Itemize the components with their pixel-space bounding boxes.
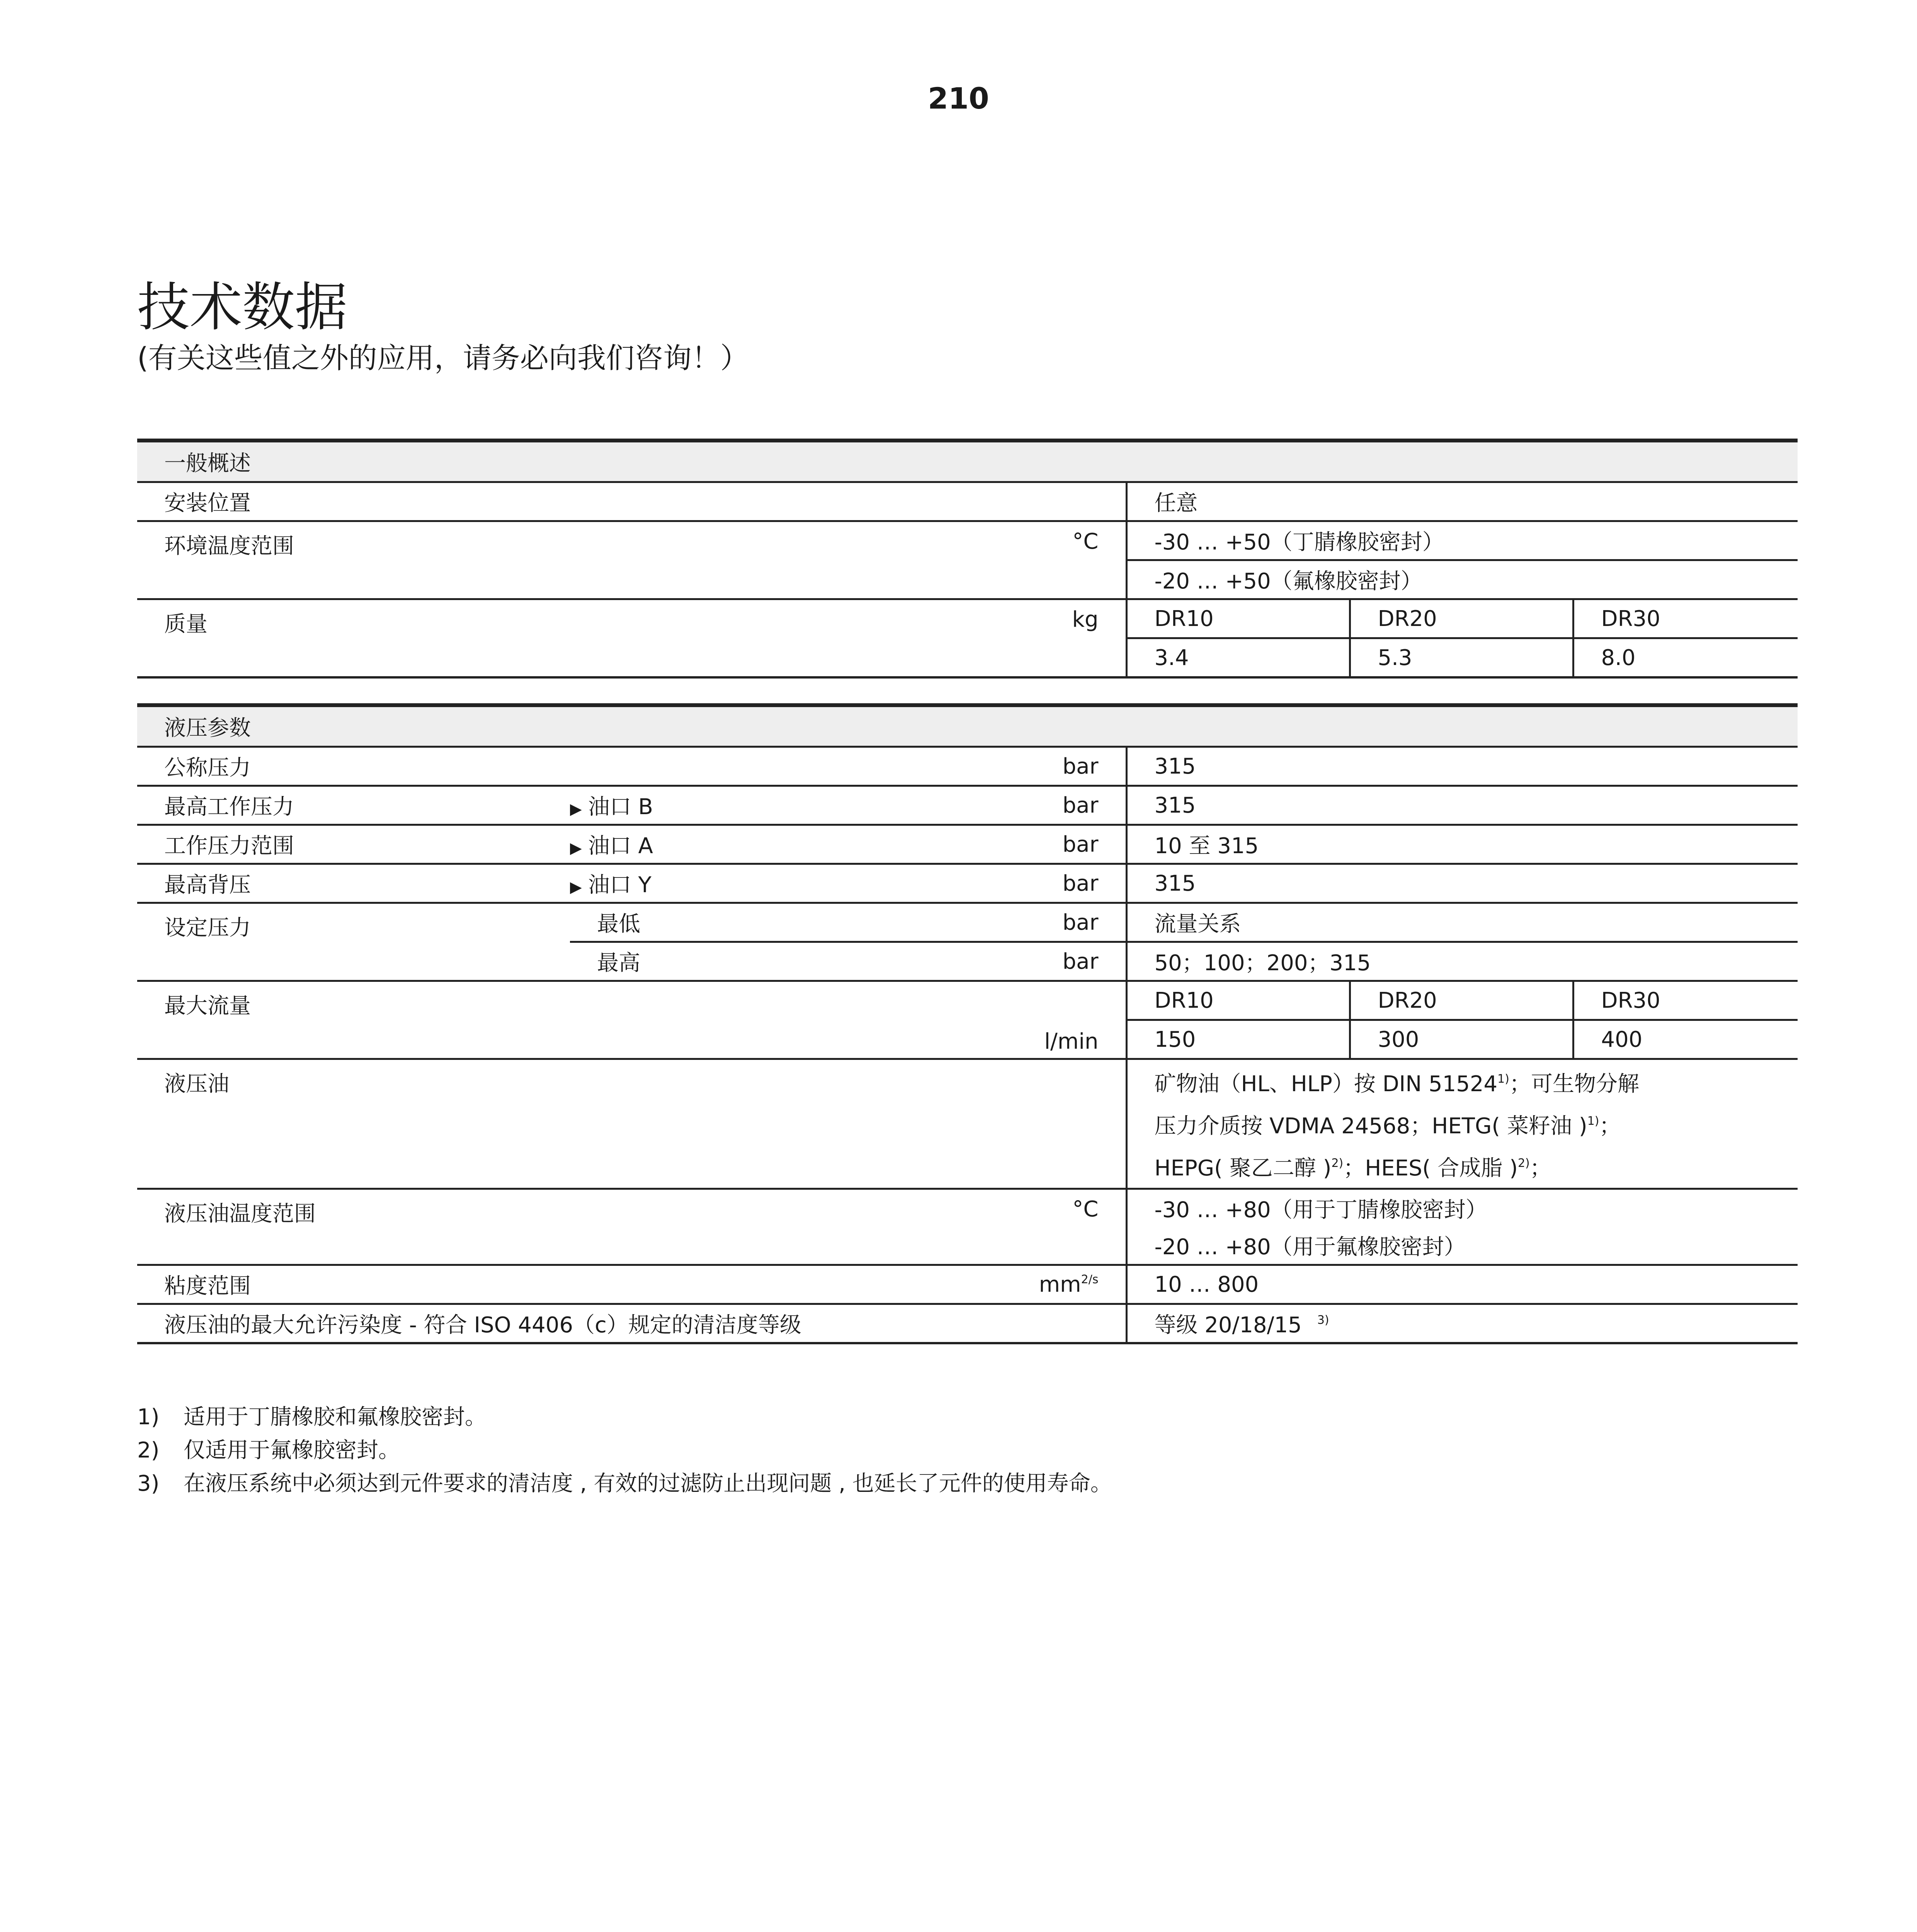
back-unit-cell xyxy=(570,864,1126,903)
flow-value-dr30: 400 xyxy=(1573,1020,1798,1059)
temp-value-fkm: -20 … +50（氟橡胶密封） xyxy=(1126,560,1798,599)
port-b xyxy=(570,790,653,821)
nominal-label: 公称压力 xyxy=(137,747,570,786)
table-row xyxy=(137,599,1798,638)
footnote-ref: 1) xyxy=(1497,1072,1509,1086)
flow-model-dr20: DR20 xyxy=(1350,981,1573,1020)
visc-unit-sup: 2/s xyxy=(1081,1272,1099,1286)
footnotes xyxy=(137,1401,1112,1500)
footnote-ref: 3) xyxy=(1317,1313,1329,1327)
range-unit: bar xyxy=(1062,832,1099,857)
flow-value-dr20: 300 xyxy=(1350,1020,1573,1059)
general-header: 一般概述 xyxy=(137,440,1798,482)
clean-value-cell xyxy=(1126,1304,1798,1344)
set-max-cell xyxy=(570,942,1126,981)
fluid-line-1-text: 矿物油（HL、HLP）按 DIN 51524 xyxy=(1154,1071,1498,1097)
footnote xyxy=(137,1434,1112,1467)
page-title: 技术数据 xyxy=(137,277,347,338)
clean-value: 等级 20/18/15 xyxy=(1154,1313,1302,1338)
flow-value-dr10: 150 xyxy=(1126,1020,1350,1059)
fluid-line-1-tail: ；可生物分解 xyxy=(1509,1071,1639,1097)
fluid-value xyxy=(1126,1059,1798,1189)
nominal-value: 315 xyxy=(1126,747,1798,786)
fluid-line-3-mid: ；HEES( 合成脂 ) xyxy=(1343,1156,1518,1181)
fluid-line-2-tail: ； xyxy=(1599,1114,1621,1139)
footnote-mark: 3) xyxy=(137,1471,160,1496)
general-spec-table xyxy=(137,439,1798,679)
fluidtemp-label: 液压油温度范围 xyxy=(137,1189,570,1265)
fluid-line-1 xyxy=(1155,1061,1798,1103)
set-min-label: 最低 xyxy=(597,912,640,937)
range-unit-cell xyxy=(570,825,1126,864)
port-a xyxy=(570,829,653,860)
fluid-line-2 xyxy=(1155,1103,1798,1145)
port-b-label: 油口 B xyxy=(588,794,653,820)
fluid-line-3-text: HEPG( 聚乙二醇 ) xyxy=(1154,1156,1332,1181)
back-value: 315 xyxy=(1126,864,1798,903)
footnote xyxy=(137,1467,1112,1500)
table-row xyxy=(137,1059,1798,1189)
table-row xyxy=(137,981,1798,1020)
table-row xyxy=(137,786,1798,825)
install-value: 任意 xyxy=(1126,482,1798,521)
footnote-text: 仅适用于氟橡胶密封。 xyxy=(184,1438,400,1463)
back-unit: bar xyxy=(1062,871,1099,896)
table-row xyxy=(137,825,1798,864)
table-row xyxy=(137,864,1798,903)
port-y xyxy=(570,868,651,899)
page-number: 210 xyxy=(928,81,989,116)
footnote-text: 适用于丁腈橡胶和氟橡胶密封。 xyxy=(184,1405,486,1430)
table-header-row xyxy=(137,440,1798,482)
table-row xyxy=(137,482,1798,521)
set-label: 设定压力 xyxy=(137,903,570,981)
visc-label: 粘度范围 xyxy=(137,1265,570,1304)
flow-label: 最大流量 xyxy=(137,981,570,1059)
table-row xyxy=(137,903,1798,942)
port-y-label: 油口 Y xyxy=(588,872,651,898)
footnote-mark: 1) xyxy=(137,1405,160,1430)
flow-model-dr30: DR30 xyxy=(1573,981,1798,1020)
table-header-row xyxy=(137,705,1798,747)
port-a-label: 油口 A xyxy=(588,833,653,859)
set-max-unit: bar xyxy=(1062,949,1099,974)
fluid-line-3 xyxy=(1155,1145,1798,1187)
table-row xyxy=(137,1189,1798,1227)
mass-model-dr30: DR30 xyxy=(1573,599,1798,638)
triangle-right-icon: ▶ xyxy=(570,839,582,857)
table-row xyxy=(137,1265,1798,1304)
maxwork-value: 315 xyxy=(1126,786,1798,825)
footnote-ref: 1) xyxy=(1587,1114,1599,1128)
install-label: 安装位置 xyxy=(137,482,1126,521)
triangle-right-icon: ▶ xyxy=(570,878,582,896)
fluidtemp-unit: °C xyxy=(570,1189,1126,1265)
set-min-cell xyxy=(570,903,1126,942)
set-max-label: 最高 xyxy=(597,951,640,976)
hydraulic-header: 液压参数 xyxy=(137,705,1798,747)
table-row xyxy=(137,1304,1798,1344)
nominal-unit: bar xyxy=(570,747,1126,786)
mass-value-dr20: 5.3 xyxy=(1350,638,1573,678)
mass-label: 质量 xyxy=(137,599,570,678)
page-subtitle: (有关这些值之外的应用，请务必向我们咨询！） xyxy=(137,342,749,375)
temp-unit: °C xyxy=(570,521,1126,599)
table-row xyxy=(137,747,1798,786)
mass-model-dr20: DR20 xyxy=(1350,599,1573,638)
triangle-right-icon: ▶ xyxy=(570,800,582,818)
set-min-value: 流量关系 xyxy=(1126,903,1798,942)
mass-model-dr10: DR10 xyxy=(1126,599,1350,638)
hydraulic-spec-table xyxy=(137,703,1798,1344)
back-label: 最高背压 xyxy=(137,864,570,903)
fluid-label: 液压油 xyxy=(137,1059,1126,1189)
fluidtemp-value-nbr: -30 … +80（用于丁腈橡胶密封） xyxy=(1154,1197,1487,1223)
fluidtemp-value-fkm: -20 … +80（用于氟橡胶密封） xyxy=(1126,1227,1798,1265)
maxwork-label: 最高工作压力 xyxy=(137,786,570,825)
mass-unit: kg xyxy=(570,599,1126,678)
footnote-ref: 2) xyxy=(1331,1156,1344,1170)
maxwork-unit-cell xyxy=(570,786,1126,825)
maxwork-unit: bar xyxy=(1062,793,1099,818)
flow-unit: l/min xyxy=(570,981,1126,1059)
table-row xyxy=(137,521,1798,560)
range-label: 工作压力范围 xyxy=(137,825,570,864)
clean-label: 液压油的最大允许污染度 - 符合 ISO 4406（c）规定的清洁度等级 xyxy=(137,1304,1126,1344)
fluid-line-3-tail: ； xyxy=(1529,1156,1551,1181)
footnote-text: 在液压系统中必须达到元件要求的清洁度 , 有效的过滤防止出现问题 , 也延长了元件的使用寿命。 xyxy=(184,1471,1112,1496)
footnote xyxy=(137,1401,1112,1434)
visc-unit-cell xyxy=(570,1265,1126,1304)
temp-label: 环境温度范围 xyxy=(137,521,570,599)
footnote-mark: 2) xyxy=(137,1438,160,1463)
range-value: 10 至 315 xyxy=(1126,825,1798,864)
mass-value-dr10: 3.4 xyxy=(1126,638,1350,678)
set-max-value: 50；100；200；315 xyxy=(1126,942,1798,981)
temp-value-nbr: -30 … +50（丁腈橡胶密封） xyxy=(1126,521,1798,560)
fluid-line-2-text: 压力介质按 VDMA 24568；HETG( 菜籽油 ) xyxy=(1154,1114,1587,1139)
mass-value-dr30: 8.0 xyxy=(1573,638,1798,678)
visc-unit: mm xyxy=(1039,1272,1081,1297)
set-min-unit: bar xyxy=(1062,910,1099,935)
visc-value: 10 … 800 xyxy=(1126,1265,1798,1304)
footnote-ref: 2) xyxy=(1517,1156,1530,1170)
flow-model-dr10: DR10 xyxy=(1126,981,1350,1020)
